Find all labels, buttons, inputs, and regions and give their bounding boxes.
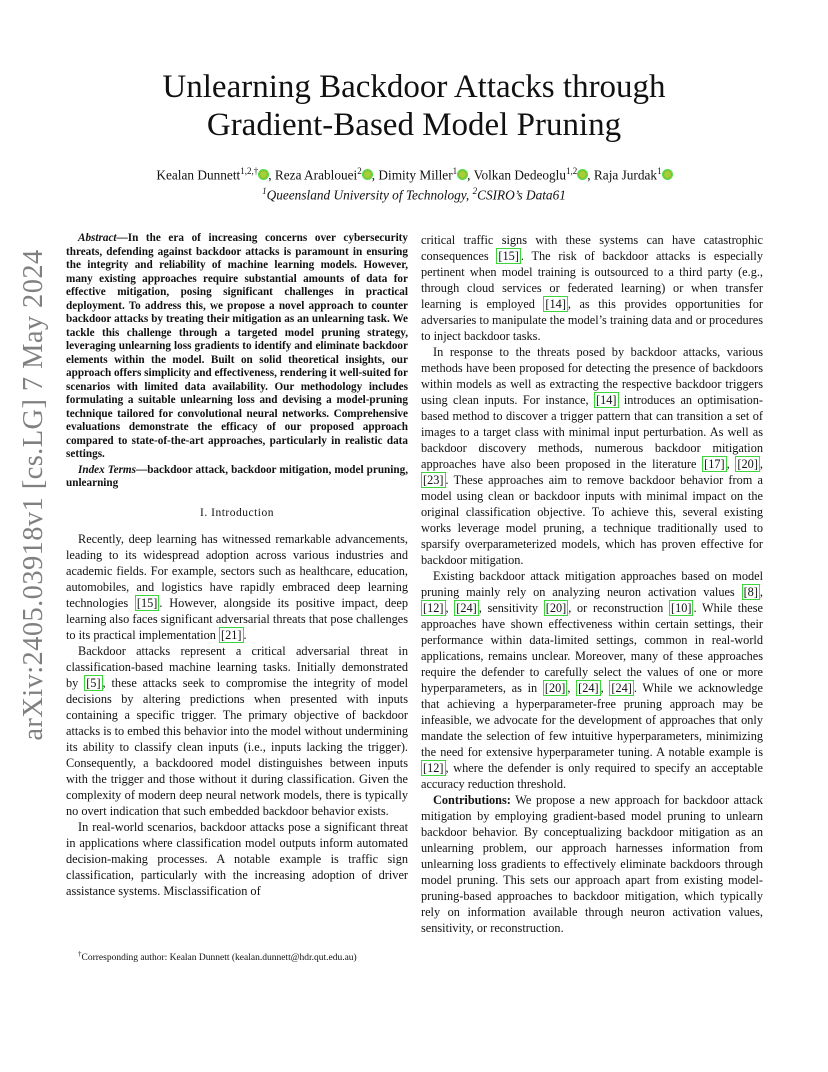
citation-link[interactable]: [12]	[423, 761, 444, 775]
section-heading: I. Introduction	[200, 506, 274, 519]
paper-title	[100, 68, 728, 144]
citation-link[interactable]: [21]	[221, 627, 242, 642]
citation-link[interactable]: [17]	[704, 457, 725, 471]
footnote	[66, 948, 408, 964]
citation-link[interactable]: [15]	[136, 595, 158, 610]
author-sup: 1	[452, 166, 458, 176]
author-name: Volkan Dedeoglu	[473, 167, 567, 183]
citation-link[interactable]: [14]	[545, 297, 566, 311]
citation-link[interactable]: [12]	[423, 601, 444, 615]
orcid-icon[interactable]	[578, 170, 587, 179]
author-sup: 1	[657, 166, 662, 176]
footnote-mark: †	[78, 950, 82, 958]
title-line-1: Unlearning Backdoor Attacks through	[162, 69, 666, 105]
citation-link[interactable]: [23]	[423, 473, 444, 487]
citation-link[interactable]: [20]	[737, 457, 758, 471]
citation-link[interactable]: [14]	[596, 393, 617, 407]
paragraph: Existing backdoor attack mitigation approaches based on model pruning mainly rely on analyzing neuron activation values [8] , [12] , [24] , sensitivity [20] , or reconstruction [10] . While these approaches have shown effectiveness within certain settings, their performance within data-limited settings, common in real-world applications, remains unclear. Moreover, many of these approaches require the defender to carefully select the values of one or more hyperparameters, as in [20] , [24] , [24] . While we acknowledge that achieving a hyperparameter-free pruning approach may be infeasible, we advocate for the development of approaches that only mandate the selection of few intuitive hyperparameters, minimizing the need for extensive hyperparameter tuning. A notable example is [12] , where the defender is only required to specify an acceptable accuracy reduction threshold.	[421, 569, 764, 791]
affiliations: $^1$Queensland University of Technology, $^2$CSIRO’s Data61	[262, 186, 566, 203]
paragraph: Recently, deep learning has witnessed remarkable advancements, leading to its widespread adoption across various industries and academic fields. For example, sectors such as healthcare, education, automobiles, and logistics have rapidly embraced deep learning technologies [15] . However, alongside its positive impact, deep learning also faces significant adversarial threats that pose challenges to its practical implementation [21] .	[66, 531, 408, 642]
orcid-icon[interactable]	[663, 170, 672, 179]
citation-link[interactable]: [24]	[578, 681, 599, 695]
paragraph: In real-world scenarios, backdoor attacks pose a significant threat in applications where classification model outputs inform automated decision-making processes. A notable example is traffic sign classification, particularly with the increasing adoption of driver assistance systems. Misclassification of	[66, 819, 408, 898]
arxiv-sidebar	[14, 249, 54, 741]
author-name: Dimity Miller	[378, 167, 453, 183]
orcid-icon[interactable]	[259, 170, 268, 179]
author-sup: 1,2	[566, 166, 578, 176]
affiliation-1: Queensland University of Technology,	[266, 187, 470, 203]
orcid-icon[interactable]	[458, 170, 467, 179]
citation-link[interactable]: [10]	[670, 601, 692, 615]
author-name: Raja Jurdak	[593, 167, 658, 183]
citation-link[interactable]: [20]	[544, 681, 566, 695]
contributions-label: Contributions:	[433, 793, 511, 807]
index-terms	[66, 464, 408, 491]
author-block	[60, 163, 768, 204]
citation-link[interactable]: [8]	[743, 585, 758, 599]
left-column	[66, 232, 408, 899]
author-name: Kealan Dunnett	[156, 167, 241, 183]
paragraph: In response to the threats posed by backdoor attacks, various methods have been proposed for detecting the presence of backdoors within models as well as extracting the respective backdoor triggers using clean inputs. For instance, [14] introduces an optimisation-based method to discover a trigger pattern that can transition a set of images to a target class with minimal input perturbation. As well as backdoor discovery methods, numerous backdoor mitigation approaches have also been proposed in the literature [17] , [20] , [23] . These approaches aim to remove backdoor behavior from a model using clean or backdoor inputs with minimal impact on the original classification objective. To achieve this, several existing works leverage model pruning, a technique traditionally used to sparsify overparameterized models, which has proven effective for backdoor mitigation.	[421, 345, 763, 567]
footnote-text: Corresponding author: Kealan Dunnett (kealan.dunnett@hdr.qut.edu.au)	[81, 953, 357, 964]
author-sup: 1,2,†	[240, 166, 259, 176]
author-list: Kealan Dunnett$^{1,2,\dagger}$ , Reza Arablouei$^2$ , Dimity Miller$^1$ , Volkan Dedeoglu$^{1,2}$ , Raja Jurdak$^1$	[60, 163, 768, 183]
affiliation-2: CSIRO’s Data61	[477, 187, 566, 203]
right-column	[421, 232, 763, 936]
citation-link[interactable]: [5]	[86, 675, 101, 690]
citation-link[interactable]: [24]	[611, 681, 632, 695]
index-terms-text: —backdoor attack, backdoor mitigation, model pruning, unlearning	[66, 463, 408, 489]
citation-link[interactable]: [15]	[498, 249, 519, 263]
title-line-2: Gradient-Based Model Pruning	[206, 107, 622, 143]
abstract-label: Abstract	[78, 232, 117, 244]
arxiv-identifier: arXiv:2405.03918v1 [cs.LG] 7 May 2024	[18, 249, 49, 741]
paragraph: Backdoor attacks represent a critical adversarial threat in classification-based machine learning tasks. Initially demonstrated by [5] , these attacks seek to compromise the integrity of model decisions by altering predictions when presented with inputs containing a specific trigger. The primary objective of backdoor attacks is to embed this behavior into the model without undermining its ability to classify clean inputs (i.e., inputs lacking the trigger). Consequently, a backdoored model distinguishes between inputs with the trigger and those without it during classification. Given the complexity of modern deep neural network models, there is typically no overt indication that such embedded backdoor behavior exists.	[66, 643, 408, 818]
citation-link[interactable]: [20]	[545, 601, 567, 615]
author-sup: 2	[357, 166, 362, 176]
abstract	[66, 232, 408, 462]
orcid-icon[interactable]	[363, 170, 372, 179]
paragraph: critical traffic signs with these systems can have catastrophic consequences [15] . The risk of backdoor attacks is especially pertinent when model training is outsourced to a third party (e.g., through cloud services or federated learning) or when transfer learning is employed [14] , as this provides opportunities for adversaries to manipulate the model’s training data and or procedures to inject backdoor tasks.	[421, 233, 763, 343]
index-terms-label: Index Terms	[78, 463, 136, 476]
citation-link[interactable]: [24]	[456, 601, 477, 615]
author-name: Reza Arablouei	[274, 167, 358, 183]
paragraph: Contributions: We propose a new approach for backdoor attack mitigation by employing gradient-based model pruning to unlearn backdoor behavior. By conceptualizing backdoor mitigation as an unlearning problem, our approach harnesses information from unlearning loss gradients to effectively eliminate backdoors through model pruning. This sets our approach apart from existing model-pruning-based approaches to backdoor mitigation, which typically rely on information available through neuron activation values, sensitivity, or reconstruction.	[421, 793, 763, 935]
abstract-text: —In the era of increasing concerns over cybersecurity threats, defending against backdoor attacks is paramount in ensuring the integrity and reliability of machine learning models. However, many existing approaches require substantial amounts of data for effective mitigation, posing significant challenges in practical deployment. To address this, we propose a novel approach to counter backdoor attacks by treating their mitigation as an unlearning task. We tackle this challenge through a targeted model pruning strategy, leveraging unlearning loss gradients to identify and eliminate backdoor elements within the model. Built on solid theoretical insights, our approach offers simplicity and effectiveness, rendering it well-suited for scenarios with limited data availability. Our methodology includes formulating a suitable unlearning loss and devising a model-pruning technique tailored for convolutional neural networks. Comprehensive evaluations demonstrate the efficacy of our proposed approach compared to state-of-the-art approaches, particularly in realistic data settings.	[66, 232, 408, 460]
